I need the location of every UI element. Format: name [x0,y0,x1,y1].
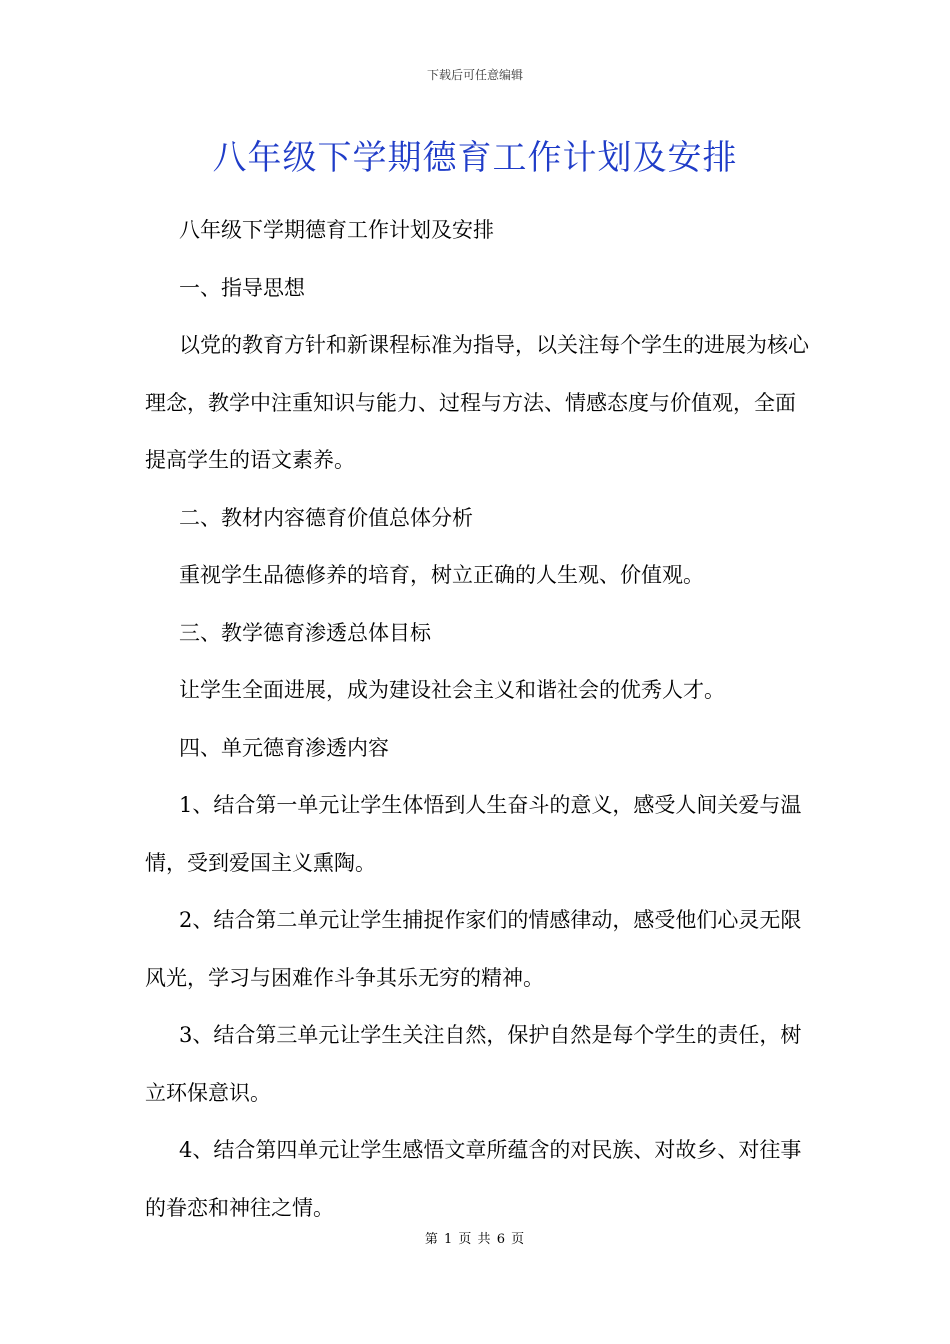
document-title: 八年级下学期德育工作计划及安排 [212,138,738,178]
list-item: 4、结合第四单元让学生感悟文章所蕴含的对民族、对故乡、对往事的眷恋和神往之情。 [145,1138,802,1220]
list-item: 2、结合第二单元让学生捕捉作家们的情感律动，感受他们心灵无限风光，学习与困难作斗争其乐无穷的精神。 [145,908,802,990]
document-body [145,202,815,1237]
list-item: 1、结合第一单元让学生体悟到人生奋斗的意义，感受人间关爱与温情，受到爱国主义熏陶。 [145,793,802,875]
section-heading-1: 一、指导思想 [179,275,305,300]
paragraph: 重视学生品德修养的培育，树立正确的人生观、价值观。 [179,563,704,587]
section-heading-2: 二、教材内容德育价值总体分析 [179,505,473,530]
paragraph: 让学生全面进展，成为建设社会主义和谐社会的优秀人才。 [179,678,725,702]
header-note: 下载后可任意编辑 [426,68,523,82]
page-footer: 第 1 页 共 6 页 [424,1232,526,1247]
section-heading-4: 四、单元德育渗透内容 [179,735,389,760]
paragraph: 以党的教育方针和新课程标准为指导，以关注每个学生的进展为核心理念，教学中注重知识与能力、过程与方法、情感态度与价值观，全面提高学生的语文素养。 [145,333,809,472]
section-heading-3: 三、教学德育渗透总体目标 [179,620,431,645]
paragraph-subtitle: 八年级下学期德育工作计划及安排 [179,218,494,242]
list-item: 3、结合第三单元让学生关注自然，保护自然是每个学生的责任，树立环保意识。 [145,1023,802,1105]
